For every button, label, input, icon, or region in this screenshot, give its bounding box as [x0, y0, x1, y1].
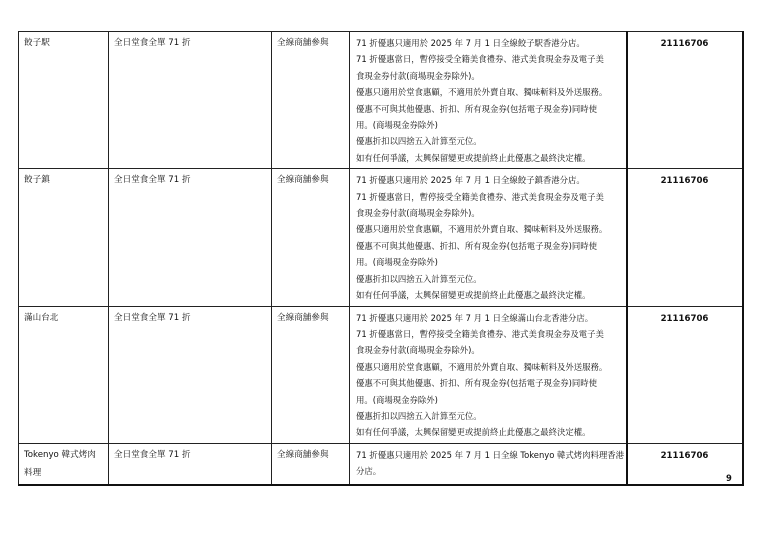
participating-shops: 全線商舖參與: [272, 169, 350, 306]
term-line: 食現金券付款(商場現金券除外)。: [356, 208, 480, 219]
offer-code: 21116706: [627, 32, 743, 169]
term-line: 71 折優惠當日，暫停接受全籍美食禮券、港式美食現金券及電子美: [356, 54, 604, 65]
table-row: [19, 169, 743, 306]
term-line: 優惠不可與其他優惠、折扣、所有現金券(包括電子現金券)同時使: [356, 240, 598, 251]
terms-and-conditions: [350, 443, 627, 485]
term-line: 食現金券付款(商場現金券除外)。: [356, 70, 480, 81]
restaurant-name: 餃子鎮: [19, 169, 109, 306]
table-row: [19, 443, 743, 485]
table-row: [19, 32, 743, 169]
term-line: 分店。: [356, 466, 382, 477]
offer-description: 全日堂食全單 71 折: [109, 306, 272, 443]
table-row: [19, 306, 743, 443]
term-line: 優惠不可與其他優惠、折扣、所有現金券(包括電子現金券)同時使: [356, 378, 598, 389]
term-line: 優惠只適用於堂食惠顧，不適用於外賣自取、獨味斬料及外送服務。: [356, 361, 608, 372]
restaurant-name: 餃子駅: [19, 32, 109, 169]
offer-code: 21116706: [627, 306, 743, 443]
term-line: 71 折優惠只適用於 2025 年 7 月 1 日全線餃子鎮香港分店。: [356, 175, 585, 186]
term-line: 71 折優惠當日，暫停接受全籍美食禮券、港式美食現金券及電子美: [356, 191, 604, 202]
term-line: 71 折優惠只適用於 2025 年 7 月 1 日全線餃子駅香港分店。: [356, 38, 585, 48]
term-line: 如有任何爭議，太興保留變更或提前終止此優惠之最終決定權。: [356, 427, 591, 438]
page-number: 9: [726, 473, 732, 483]
terms-and-conditions: [350, 169, 627, 306]
term-line: 71 折優惠只適用於 2025 年 7 月 1 日全線滿山台北香港分店。: [356, 312, 594, 323]
term-line: 71 折優惠只適用於 2025 年 7 月 1 日全線 Tokenyo 韓式烤肉料理香港: [356, 449, 624, 460]
term-line: 用。(商場現金券除外): [356, 257, 438, 268]
restaurant-name: 滿山台北: [19, 306, 109, 443]
offer-table: [18, 31, 744, 486]
participating-shops: 全線商舖參與: [272, 32, 350, 169]
term-line: 優惠折扣以四捨五入計算至元位。: [356, 136, 482, 147]
term-line: 食現金券付款(商場現金券除外)。: [356, 345, 480, 356]
participating-shops: 全線商舖參與: [272, 306, 350, 443]
term-line: 優惠只適用於堂食惠顧，不適用於外賣自取、獨味斬料及外送服務。: [356, 87, 608, 98]
offer-description: 全日堂食全單 71 折: [109, 169, 272, 306]
restaurant-name: Tokenyo 韓式烤肉料理: [19, 443, 109, 485]
term-line: 優惠不可與其他優惠、折扣、所有現金券(包括電子現金券)同時使: [356, 103, 598, 114]
offer-code: 21116706: [627, 169, 743, 306]
participating-shops: 全線商舖參與: [272, 443, 350, 485]
offer-description: 全日堂食全單 71 折: [109, 32, 272, 169]
terms-and-conditions: [350, 306, 627, 443]
terms-and-conditions: [350, 32, 627, 169]
term-line: 用。(商場現金券除外): [356, 120, 438, 131]
term-line: 如有任何爭議，太興保留變更或提前終止此優惠之最終決定權。: [356, 152, 591, 163]
term-line: 優惠折扣以四捨五入計算至元位。: [356, 273, 482, 284]
term-line: 如有任何爭議，太興保留變更或提前終止此優惠之最終決定權。: [356, 290, 591, 301]
term-line: 優惠只適用於堂食惠顧，不適用於外賣自取、獨味斬料及外送服務。: [356, 224, 608, 235]
term-line: 優惠折扣以四捨五入計算至元位。: [356, 410, 482, 421]
offer-description: 全日堂食全單 71 折: [109, 443, 272, 485]
term-line: 71 折優惠當日，暫停接受全籍美食禮券、港式美食現金券及電子美: [356, 328, 604, 339]
term-line: 用。(商場現金券除外): [356, 394, 438, 405]
offer-code: 21116706: [627, 443, 743, 485]
